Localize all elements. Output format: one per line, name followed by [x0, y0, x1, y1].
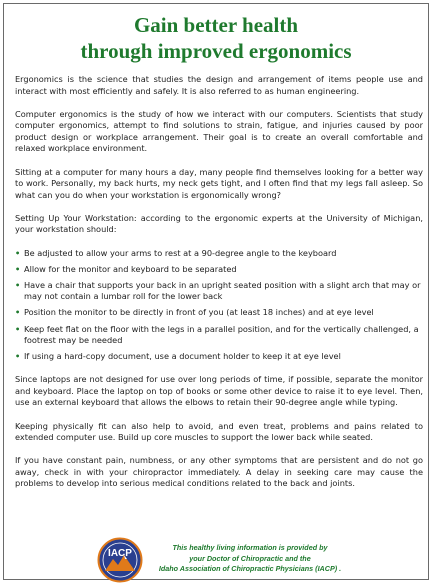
title-line-1: Gain better health	[133, 13, 299, 37]
list-item: • If using a hard-copy document, use a document holder to keep it at eye level	[15, 351, 341, 362]
bullet-icon: •	[15, 307, 21, 318]
list-item: • Position the monitor to be directly in front of you (at least 18 inches) and at eye level	[15, 307, 374, 318]
paragraph-fitness: Keeping physically fit can also help to avoid, and even treat, problems and pains related to extended computer use. Build up core muscles to support the lower back while seated.	[15, 420, 423, 443]
bullet-icon: •	[15, 323, 21, 334]
bullet-icon: •	[15, 279, 21, 290]
iacp-logo-icon	[97, 537, 143, 583]
flyer-frame	[3, 3, 429, 580]
title-line-2: through improved ergonomics	[80, 39, 352, 63]
paragraph-laptops: Since laptops are not designed for use over long periods of time, if possible, separate the monitor and keyboard. Place the laptop on top of books or some other device to raise it to eye level. Then, use an external keyboard that allows the elbows to retain their 90-degree angle while typing.	[15, 374, 423, 408]
paragraph-sitting: Sitting at a computer for many hours a day, many people find themselves looking for a better way to work. Personally, my back hurts, my neck gets tight, and I often find that my legs fall asleep. So what can you do when your workstation is ergonomically wrong?	[15, 166, 423, 200]
page-title	[4, 12, 428, 64]
footer-line-3: Idaho Association of Chiropractic Physicians (IACP) .	[158, 564, 342, 573]
footer-credit	[150, 543, 350, 575]
footer	[4, 537, 430, 581]
bullet-icon: •	[15, 351, 21, 362]
logo-text: IACP	[108, 548, 132, 559]
bullet-icon: •	[15, 263, 21, 274]
list-item: • Keep feet flat on the floor with the legs in a parallel position, and for the vertically challenged, a footrest may be needed	[15, 323, 419, 346]
workstation-bullet-list	[15, 248, 423, 363]
list-item: • Allow for the monitor and keyboard to be separated	[15, 263, 237, 274]
paragraph-intro: Ergonomics is the science that studies the design and arrangement of items people use and interact with most efficiently and safely. It is also referred to as human engineering.	[15, 74, 423, 96]
bullet-icon: •	[15, 247, 21, 258]
article-body	[15, 74, 423, 502]
paragraph-chiropractor: If you have constant pain, numbness, or any other symptoms that are persistent and do not go away, check in with your chiropractor immediately. A delay in seeking care may cause the problems to develop into serious medical conditions related to the back and joints.	[15, 455, 423, 489]
paragraph-computer-ergonomics: Computer ergonomics is the study of how we interact with our computers. Scientists that study computer ergonomics, attempt to find solutions to strain, fatigue, and injuries caused by poor product design or workplace arrangement. Their goal is to create an overall comfortable and relaxed workplace environment.	[15, 108, 423, 154]
footer-line-2: your Doctor of Chiropractic and the	[189, 553, 311, 563]
paragraph-workstation-setup: Setting Up Your Workstation: according to the ergonomic experts at the University of Michigan, your workstation should:	[15, 212, 423, 235]
list-item: • Have a chair that supports your back in an upright seated position with a slight arch that may or may not contain a lumbar roll for the lower back	[15, 279, 421, 302]
footer-line-1: This healthy living information is provided by	[172, 543, 328, 552]
list-item: • Be adjusted to allow your arms to rest at a 90-degree angle to the keyboard	[15, 247, 337, 258]
